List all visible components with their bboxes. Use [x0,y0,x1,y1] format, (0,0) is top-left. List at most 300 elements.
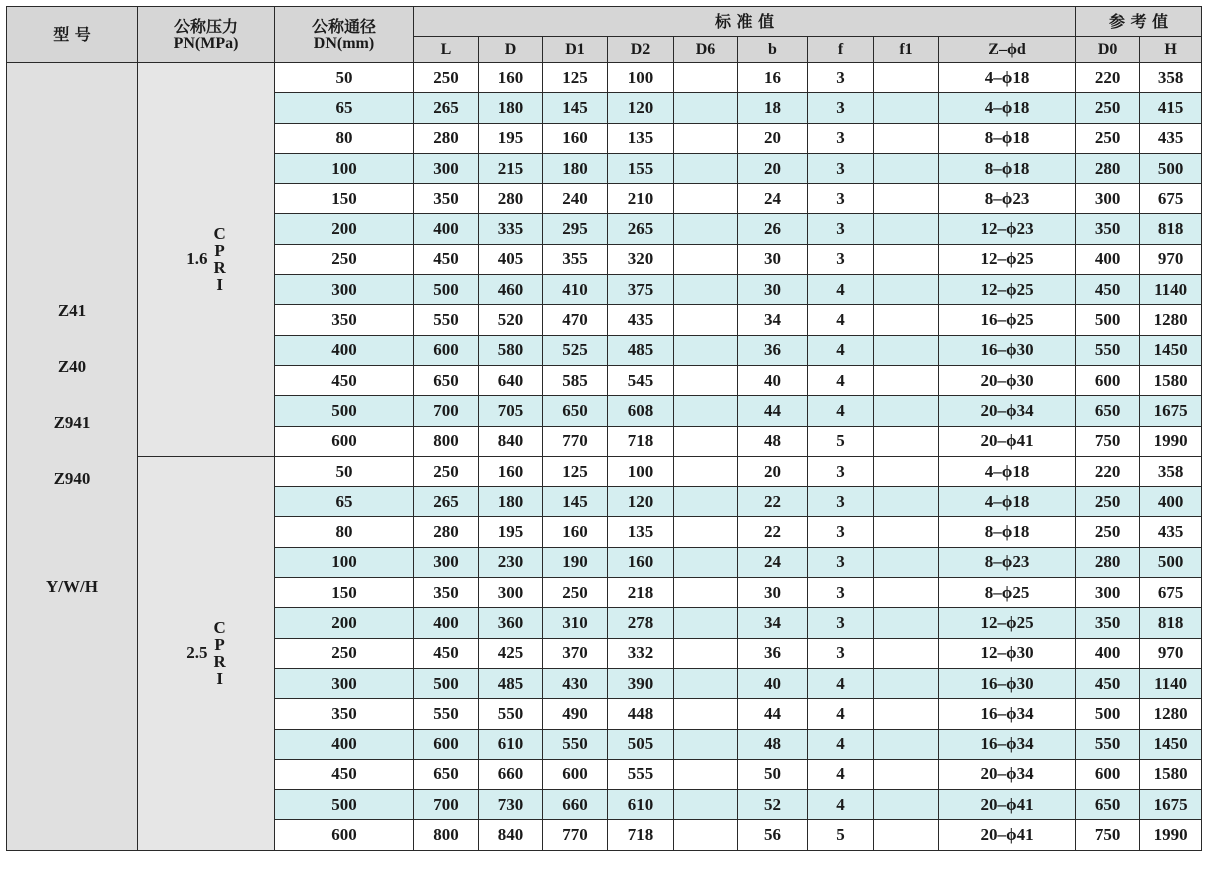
value-cell-d6 [674,244,738,274]
value-cell-d0: 450 [1076,275,1140,305]
table-header [7,7,1202,63]
value-cell-d2: 545 [608,365,674,395]
value-cell-f1 [874,699,939,729]
value-cell-l: 650 [414,759,479,789]
value-cell-d0: 350 [1076,214,1140,244]
value-cell-d1: 145 [543,487,608,517]
value-cell-d6 [674,305,738,335]
dn-cell: 400 [275,335,414,365]
material-letter: I [216,275,223,295]
value-cell-f: 3 [808,93,874,123]
value-cell-d1: 650 [543,396,608,426]
dn-cell: 100 [275,153,414,183]
value-cell-b: 30 [738,275,808,305]
value-cell-l: 300 [414,547,479,577]
value-cell-d2: 278 [608,608,674,638]
value-cell-d0: 280 [1076,547,1140,577]
value-cell-z: 20–ϕ41 [939,426,1076,456]
value-cell-d6 [674,184,738,214]
value-cell-d1: 145 [543,93,608,123]
value-cell-f1 [874,426,939,456]
value-cell-f1 [874,365,939,395]
value-cell-d6 [674,63,738,93]
dn-cell: 300 [275,275,414,305]
value-cell-d1: 355 [543,244,608,274]
value-cell-l: 650 [414,365,479,395]
value-cell-d6 [674,820,738,850]
value-cell-d0: 550 [1076,729,1140,759]
dn-cell: 65 [275,487,414,517]
value-cell-d1: 470 [543,305,608,335]
value-cell-d0: 220 [1076,63,1140,93]
value-cell-l: 300 [414,153,479,183]
value-cell-l: 550 [414,305,479,335]
value-cell-d: 425 [479,638,543,668]
dn-cell: 80 [275,123,414,153]
value-cell-d2: 718 [608,426,674,456]
value-cell-z: 4–ϕ18 [939,63,1076,93]
value-cell-l: 450 [414,244,479,274]
material-letter: R [213,652,226,672]
dn-cell: 450 [275,365,414,395]
value-cell-d6 [674,547,738,577]
value-cell-b: 20 [738,123,808,153]
value-cell-d6 [674,335,738,365]
value-cell-d1: 490 [543,699,608,729]
value-cell-f1 [874,305,939,335]
value-cell-f: 4 [808,759,874,789]
value-cell-f1 [874,63,939,93]
model-name: Z941 [53,413,91,432]
value-cell-z: 16–ϕ25 [939,305,1076,335]
column-header: b [738,37,808,63]
value-cell-d: 610 [479,729,543,759]
value-cell-d: 195 [479,517,543,547]
value-cell-d2: 265 [608,214,674,244]
value-cell-d0: 400 [1076,244,1140,274]
value-cell-f: 3 [808,578,874,608]
dn-cell: 150 [275,578,414,608]
value-cell-d0: 600 [1076,365,1140,395]
column-header: f [808,37,874,63]
header-model: 型 号 [7,7,138,63]
value-cell-d2: 435 [608,305,674,335]
value-cell-h: 358 [1140,456,1202,486]
value-cell-d2: 390 [608,668,674,698]
dn-cell: 500 [275,396,414,426]
value-cell-z: 8–ϕ23 [939,547,1076,577]
value-cell-l: 250 [414,63,479,93]
value-cell-h: 1675 [1140,396,1202,426]
dn-cell: 600 [275,820,414,850]
value-cell-z: 20–ϕ41 [939,790,1076,820]
value-cell-f: 4 [808,396,874,426]
value-cell-h: 435 [1140,517,1202,547]
value-cell-z: 8–ϕ25 [939,578,1076,608]
spec-table-container [6,6,1201,851]
model-name: Z40 [57,357,87,376]
value-cell-f1 [874,487,939,517]
value-cell-f: 3 [808,547,874,577]
value-cell-l: 450 [414,638,479,668]
value-cell-l: 700 [414,396,479,426]
value-cell-d1: 190 [543,547,608,577]
value-cell-d: 520 [479,305,543,335]
value-cell-z: 12–ϕ23 [939,214,1076,244]
value-cell-l: 550 [414,699,479,729]
value-cell-d0: 500 [1076,305,1140,335]
column-header: f1 [874,37,939,63]
model-name: Y/W/H [46,577,98,596]
value-cell-d6 [674,699,738,729]
value-cell-h: 358 [1140,63,1202,93]
value-cell-d2: 160 [608,547,674,577]
value-cell-d1: 160 [543,517,608,547]
value-cell-l: 350 [414,578,479,608]
value-cell-f: 3 [808,153,874,183]
value-cell-h: 675 [1140,578,1202,608]
dn-cell: 350 [275,305,414,335]
value-cell-z: 8–ϕ23 [939,184,1076,214]
dn-cell: 400 [275,729,414,759]
value-cell-d: 180 [479,487,543,517]
value-cell-d6 [674,668,738,698]
value-cell-d2: 210 [608,184,674,214]
value-cell-z: 12–ϕ25 [939,608,1076,638]
dn-cell: 100 [275,547,414,577]
column-header: D2 [608,37,674,63]
value-cell-d0: 280 [1076,153,1140,183]
material-letter: P [214,635,225,655]
table-row [7,456,1202,486]
value-cell-f1 [874,517,939,547]
value-cell-f1 [874,820,939,850]
value-cell-l: 265 [414,487,479,517]
dn-cell: 250 [275,244,414,274]
model-list [7,63,137,631]
value-cell-d0: 750 [1076,426,1140,456]
dn-cell: 300 [275,668,414,698]
value-cell-d2: 100 [608,456,674,486]
value-cell-d: 280 [479,184,543,214]
value-cell-h: 1450 [1140,335,1202,365]
value-cell-d1: 660 [543,790,608,820]
value-cell-z: 20–ϕ30 [939,365,1076,395]
value-cell-d6 [674,93,738,123]
pressure-value: 1.6 [186,249,208,269]
header-pn [138,7,275,63]
value-cell-f: 3 [808,123,874,153]
column-header: D0 [1076,37,1140,63]
value-cell-d0: 400 [1076,638,1140,668]
value-cell-l: 700 [414,790,479,820]
value-cell-f: 4 [808,790,874,820]
value-cell-b: 20 [738,456,808,486]
value-cell-z: 4–ϕ18 [939,487,1076,517]
value-cell-l: 250 [414,456,479,486]
value-cell-d6 [674,608,738,638]
dn-cell: 200 [275,214,414,244]
model-name: Z940 [53,469,91,488]
value-cell-d: 160 [479,63,543,93]
value-cell-d2: 218 [608,578,674,608]
value-cell-b: 16 [738,63,808,93]
material-letters [213,225,225,293]
value-cell-b: 36 [738,638,808,668]
value-cell-h: 500 [1140,153,1202,183]
value-cell-d2: 718 [608,820,674,850]
value-cell-f: 3 [808,638,874,668]
value-cell-d1: 125 [543,63,608,93]
value-cell-f: 4 [808,365,874,395]
value-cell-d2: 610 [608,790,674,820]
dn-cell: 50 [275,456,414,486]
value-cell-d0: 300 [1076,184,1140,214]
header-dn-cn: 公称通径 [311,16,376,36]
column-header: L [414,37,479,63]
header-pn-en: PN(MPa) [173,34,239,52]
value-cell-f1 [874,668,939,698]
value-cell-f: 3 [808,487,874,517]
value-cell-f1 [874,608,939,638]
value-cell-d2: 155 [608,153,674,183]
value-cell-d: 705 [479,396,543,426]
value-cell-z: 16–ϕ30 [939,668,1076,698]
value-cell-d2: 485 [608,335,674,365]
value-cell-f: 3 [808,517,874,547]
value-cell-h: 1280 [1140,699,1202,729]
dn-cell: 500 [275,790,414,820]
value-cell-b: 36 [738,335,808,365]
value-cell-d1: 125 [543,456,608,486]
value-cell-l: 800 [414,426,479,456]
material-letter: R [213,258,226,278]
table-row [7,63,1202,93]
value-cell-d0: 550 [1076,335,1140,365]
value-cell-z: 4–ϕ18 [939,93,1076,123]
value-cell-d0: 300 [1076,578,1140,608]
value-cell-d0: 500 [1076,699,1140,729]
value-cell-h: 1990 [1140,426,1202,456]
dn-cell: 80 [275,517,414,547]
value-cell-d0: 250 [1076,123,1140,153]
model-name: Z41 [57,301,87,320]
value-cell-b: 48 [738,426,808,456]
dn-cell: 65 [275,93,414,123]
value-cell-d0: 750 [1076,820,1140,850]
header-reference: 参 考 值 [1076,7,1202,37]
value-cell-d2: 332 [608,638,674,668]
value-cell-d: 335 [479,214,543,244]
value-cell-h: 1990 [1140,820,1202,850]
value-cell-d1: 585 [543,365,608,395]
value-cell-b: 34 [738,305,808,335]
value-cell-b: 22 [738,487,808,517]
value-cell-d0: 450 [1076,668,1140,698]
value-cell-d1: 160 [543,123,608,153]
value-cell-d1: 240 [543,184,608,214]
table-body [7,63,1202,851]
value-cell-l: 600 [414,335,479,365]
value-cell-f: 3 [808,214,874,244]
value-cell-d2: 100 [608,63,674,93]
value-cell-d6 [674,517,738,547]
value-cell-d1: 250 [543,578,608,608]
value-cell-d2: 320 [608,244,674,274]
value-cell-f1 [874,638,939,668]
value-cell-z: 4–ϕ18 [939,456,1076,486]
value-cell-b: 56 [738,820,808,850]
value-cell-b: 52 [738,790,808,820]
dn-cell: 250 [275,638,414,668]
value-cell-z: 20–ϕ41 [939,820,1076,850]
value-cell-f1 [874,275,939,305]
value-cell-d0: 350 [1076,608,1140,638]
value-cell-d1: 770 [543,820,608,850]
dn-cell: 350 [275,699,414,729]
valve-spec-table [6,6,1202,851]
value-cell-h: 1450 [1140,729,1202,759]
value-cell-d: 180 [479,93,543,123]
value-cell-d0: 250 [1076,517,1140,547]
value-cell-d6 [674,275,738,305]
value-cell-b: 44 [738,699,808,729]
value-cell-z: 8–ϕ18 [939,517,1076,547]
dn-cell: 50 [275,63,414,93]
value-cell-l: 280 [414,123,479,153]
value-cell-l: 600 [414,729,479,759]
value-cell-f1 [874,153,939,183]
value-cell-z: 16–ϕ34 [939,729,1076,759]
value-cell-f1 [874,214,939,244]
value-cell-d6 [674,638,738,668]
value-cell-d0: 220 [1076,456,1140,486]
dn-cell: 450 [275,759,414,789]
value-cell-d0: 650 [1076,396,1140,426]
value-cell-f1 [874,244,939,274]
value-cell-d: 230 [479,547,543,577]
value-cell-b: 26 [738,214,808,244]
value-cell-b: 18 [738,93,808,123]
value-cell-z: 16–ϕ30 [939,335,1076,365]
value-cell-d2: 505 [608,729,674,759]
value-cell-d6 [674,396,738,426]
value-cell-z: 8–ϕ18 [939,153,1076,183]
value-cell-d2: 120 [608,93,674,123]
value-cell-b: 48 [738,729,808,759]
dn-cell: 200 [275,608,414,638]
value-cell-l: 265 [414,93,479,123]
value-cell-d6 [674,759,738,789]
value-cell-z: 12–ϕ25 [939,244,1076,274]
value-cell-d: 300 [479,578,543,608]
value-cell-f1 [874,93,939,123]
value-cell-d: 660 [479,759,543,789]
value-cell-f1 [874,184,939,214]
value-cell-l: 400 [414,608,479,638]
value-cell-d6 [674,426,738,456]
value-cell-d0: 600 [1076,759,1140,789]
value-cell-d0: 250 [1076,93,1140,123]
header-dn [275,7,414,63]
value-cell-h: 400 [1140,487,1202,517]
value-cell-h: 970 [1140,244,1202,274]
value-cell-d6 [674,365,738,395]
value-cell-h: 1675 [1140,790,1202,820]
value-cell-l: 500 [414,275,479,305]
value-cell-d2: 375 [608,275,674,305]
value-cell-b: 34 [738,608,808,638]
value-cell-h: 818 [1140,214,1202,244]
value-cell-d: 550 [479,699,543,729]
value-cell-z: 20–ϕ34 [939,396,1076,426]
value-cell-d6 [674,578,738,608]
model-cell [7,63,138,851]
value-cell-l: 350 [414,184,479,214]
value-cell-h: 1280 [1140,305,1202,335]
value-cell-d2: 448 [608,699,674,729]
value-cell-d2: 555 [608,759,674,789]
value-cell-d0: 650 [1076,790,1140,820]
dn-cell: 600 [275,426,414,456]
column-header: H [1140,37,1202,63]
column-header: Z–ϕd [939,37,1076,63]
material-letter: C [213,618,226,638]
value-cell-f: 3 [808,184,874,214]
value-cell-d: 460 [479,275,543,305]
value-cell-d: 405 [479,244,543,274]
value-cell-f: 4 [808,275,874,305]
material-letter: P [214,241,225,261]
value-cell-b: 50 [738,759,808,789]
value-cell-d: 840 [479,426,543,456]
value-cell-d6 [674,153,738,183]
header-standard: 标 准 值 [414,7,1076,37]
value-cell-d1: 410 [543,275,608,305]
value-cell-d6 [674,487,738,517]
value-cell-d6 [674,729,738,759]
value-cell-f: 4 [808,699,874,729]
value-cell-h: 818 [1140,608,1202,638]
value-cell-d6 [674,456,738,486]
value-cell-f: 3 [808,244,874,274]
value-cell-d2: 135 [608,123,674,153]
value-cell-h: 1580 [1140,759,1202,789]
value-cell-b: 40 [738,668,808,698]
value-cell-b: 24 [738,184,808,214]
value-cell-l: 500 [414,668,479,698]
value-cell-d6 [674,214,738,244]
material-letters [213,619,225,687]
value-cell-b: 30 [738,578,808,608]
value-cell-z: 20–ϕ34 [939,759,1076,789]
value-cell-d2: 135 [608,517,674,547]
column-header: D6 [674,37,738,63]
value-cell-d: 485 [479,668,543,698]
value-cell-d1: 180 [543,153,608,183]
value-cell-d2: 608 [608,396,674,426]
value-cell-h: 675 [1140,184,1202,214]
value-cell-d2: 120 [608,487,674,517]
value-cell-b: 30 [738,244,808,274]
dn-cell: 150 [275,184,414,214]
value-cell-d: 840 [479,820,543,850]
pressure-cell [138,63,275,457]
value-cell-d1: 600 [543,759,608,789]
value-cell-d1: 295 [543,214,608,244]
value-cell-f: 5 [808,820,874,850]
value-cell-d1: 370 [543,638,608,668]
